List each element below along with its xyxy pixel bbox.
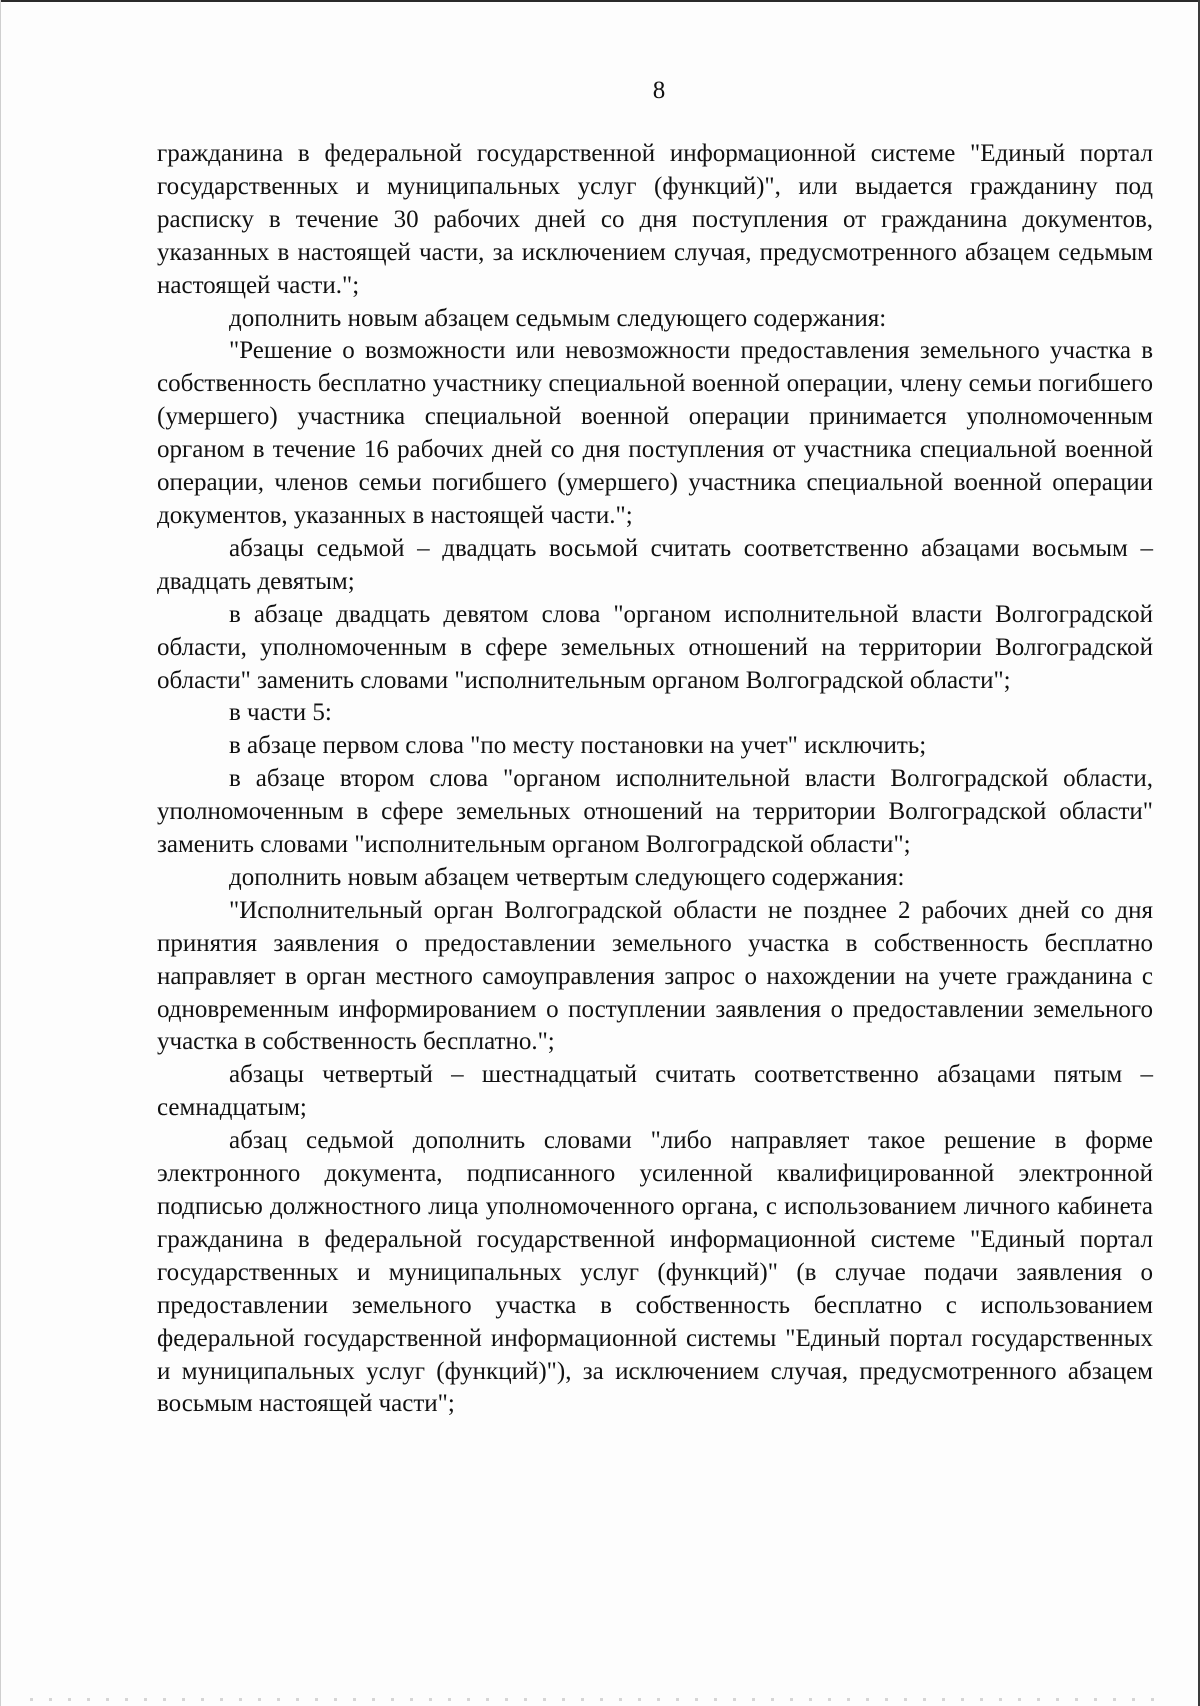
paragraph: абзацы четвертый – шестнадцатый считать соответственно абзацами пятым – семнадцатым; (157, 1061, 1153, 1122)
page-number: 8 (652, 77, 666, 104)
paragraph: в абзаце двадцать девятом слова "органом исполнительной власти Волгоградской области, уполномоченным в сфере земельных отношений на территории Волгоградской области" заменить словами "исполнительным органом Волгоградской области"; (157, 600, 1153, 694)
paragraph: абзац седьмой дополнить словами "либо направляет такое решение в форме электронного документа, подписанного усиленной квалифицированной электронной подписью должностного лица уполномоченного органа, с использованием личного кабинета гражданина в федеральной государственной информационной системе "Единый портал государственных и муниципальных услуг (функций)" (в случае подачи заявления о предоставлении земельного участка в собственность бесплатно с использованием федеральной государственной информационной системы "Единый портал государственных и муниципальных услуг (функций)"), за исключением случая, предусмотренного абзацем восьмым настоящей части"; (157, 1127, 1153, 1418)
paragraph: абзацы седьмой – двадцать восьмой считать соответственно абзацами восьмым – двадцать девятым; (157, 534, 1153, 595)
paragraph-continuation: гражданина в федеральной государственной информационной системе "Единый портал государственных и муниципальных услуг (функций)", или выдается гражданину под расписку в течение 30 рабочих дней со дня поступления от гражданина документов, указанных в настоящей части, за исключением случая, предусмотренного абзацем седьмым настоящей части."; (157, 140, 1153, 299)
scan-edge-left (0, 0, 1, 1706)
paragraph: дополнить новым абзацем седьмым следующего содержания: (229, 304, 887, 332)
paragraph: "Решение о возможности или невозможности предоставления земельного участка в собственность бесплатно участнику специальной военной операции, члену семьи погибшего (умершего) участника специальной военной операции принимается уполномоченным органом в течение 16 рабочих дней со дня поступления от участника специальной военной операции, членов семьи погибшего (умершего) участника специальной военной операции документов, указанных в настоящей части."; (157, 337, 1153, 529)
scan-edge-top (0, 0, 1200, 2)
paragraph: в абзаце первом слова "по месту постановки на учет" исключить; (229, 732, 927, 760)
scan-bottom-speckle (30, 1698, 1170, 1701)
paragraph: дополнить новым абзацем четвертым следующего содержания: (229, 863, 905, 891)
paragraph: в абзаце втором слова "органом исполнительной власти Волгоградской области, уполномоченным в сфере земельных отношений на территории Волгоградской области" заменить словами "исполнительным органом Волгоградской области"; (157, 765, 1153, 859)
paragraph: в части 5: (229, 699, 332, 727)
document-body (157, 138, 1153, 1421)
paragraph: "Исполнительный орган Волгоградской области не позднее 2 рабочих дней со дня принятия заявления о предоставлении земельного участка в собственность бесплатно направляет в орган местного самоуправления запрос о нахождении на учете гражданина с одновременным информированием о поступлении заявления о предоставлении земельного участка в собственность бесплатно."; (157, 896, 1153, 1056)
